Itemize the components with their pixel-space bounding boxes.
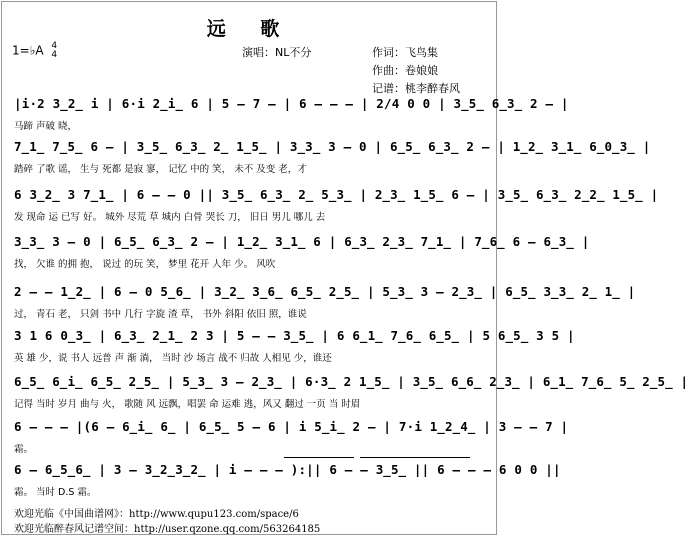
volta-bracket-2 [360, 457, 470, 458]
composer-credit: 作曲：卷娘娘 [372, 64, 438, 77]
notation-line: 3̲3̲ 3 – 0 | 6̲5̲ 6̲3̲ 2 – | 1̲2̲ 3̲1̲ 6 | 6̲3̲ 2̲3̲ 7̲1̲ | 7̲6̲ 6 – 6̲3̲ | [14, 234, 590, 249]
volta-bracket-1 [284, 457, 354, 458]
lyric-line: 记得 当时 岁月 曲与 火， 歌随 风 远飘，唱罢 命 运难 逃，风又 翻过 一页 当 时眉 [14, 399, 361, 410]
notation-line: 7̲1̲ 7̲5̲ 6 – | 3̲5̲ 6̲3̲ 2̲ 1̲5̲ | 3̲3̲ 3 – 0 | 6̲5̲ 6̲3̲ 2 – | 1̲2̲ 3̲1̲ 6̲0̲3̲ | [14, 139, 651, 154]
notation-line: 6̲5̲ 6̲i̲ 6̲5̲ 2̲5̲ | 5̲3̲ 3 – 2̲3̲ | 6·3̲ 2 1̲5̲ | 3̲5̲ 6̲6̲ 2̲3̲ | 6̲1̲ 7̲6̲ 5̲ 2̲5̲ | [14, 374, 688, 389]
lyricist-credit: 作词：飞鸟集 [372, 46, 438, 59]
notation-line: 6 3̲2̲ 3 7̲1̲ | 6 – – 0 || 3̲5̲ 6̲3̲ 2̲ 5̲3̲ | 2̲3̲ 1̲5̲ 6 – | 3̲5̲ 6̲3̲ 2̲2̲ 1̲5̲ | [14, 187, 659, 202]
footer-line-1: 欢迎光临《中国曲谱网》：http://www.qupu123.com/space/6 [14, 509, 299, 520]
lyric-line: 发 现命 运 已写 好。 城外 尽荒 草 城内 白骨 哭长 刀， 旧日 男儿 哪儿 去 [14, 212, 326, 223]
lyric-line: 霜。 当时 D.S 霜。 [14, 487, 97, 498]
notation-line: 3 1 6 0̲3̲ | 6̲3̲ 2̲1̲ 2 3 | 5 – – 3̲5̲ | 6 6̲1̲ 7̲6̲ 6̲5̲ | 5 6̲5̲ 3 5 | [14, 328, 575, 343]
time-signature-bottom: 4 [51, 50, 58, 60]
lyric-line: 找， 欠谁 的拥 抱， 说过 的玩 笑， 梦里 花开 人年 少。 风吹 [14, 259, 276, 270]
notation-line: 2 – – 1̲2̲ | 6 – 0 5̲6̲ | 3̲2̲ 3̲6̲ 6̲5̲ 2̲5̲ | 5̲3̲ 3 – 2̲3̲ | 6̲5̲ 3̲3̲ 2̲ 1̲ | [14, 284, 636, 299]
transcriber-credit: 记谱：桃李醉春风 [372, 82, 460, 95]
lyric-line: 过， 青石 老， 只剑 书中 几行 字旋 渣 草， 书外 斜阳 依旧 照，谁说 [14, 309, 307, 320]
key-signature [12, 42, 57, 60]
key-label: 1=♭A [12, 43, 44, 58]
lyric-line: 马蹄 声破 晓， [14, 121, 78, 132]
lyric-line: 踏碎 了歌 谣， 生与 死都 是寂 寥， 记忆 中的 笑， 未不 及变 老，才 [14, 164, 307, 175]
notation-line: |i·2 3̲2̲ i | 6·i 2̲i̲ 6 | 5 – 7 – | 6 – – – | 2/4 0 0 | 3̲5̲ 6̲3̲ 2 – | [14, 96, 569, 111]
singer-credit: 演唱：NL不分 [242, 46, 312, 59]
lyric-line: 霜。 [14, 444, 34, 455]
footer-line-2: 欢迎光临醉春风记谱空间：http://user.qzone.qq.com/563264185 [14, 524, 321, 535]
time-signature-top: 4 [51, 41, 58, 51]
lyric-line: 英 雄 少，说 书人 远普 声 渐 淌， 当时 沙 场言 战不 归故 人相见 少，谁还 [14, 353, 332, 364]
time-signature [51, 42, 57, 60]
notation-line: 6 – 6̲5̲6̲ | 3 – 3̲2̲3̲2̲ | i – – – ):|| 6 – – 3̲5̲ || 6 – – – 6 0 0 || [14, 462, 561, 477]
song-title: 远 歌 [206, 18, 294, 40]
notation-line: 6 – – – |(6 – 6̲i̲ 6̲ | 6̲5̲ 5 – 6 | i 5̲i̲ 2 – | 7·i 1̲2̲4̲ | 3 – – 7 | [14, 419, 569, 434]
